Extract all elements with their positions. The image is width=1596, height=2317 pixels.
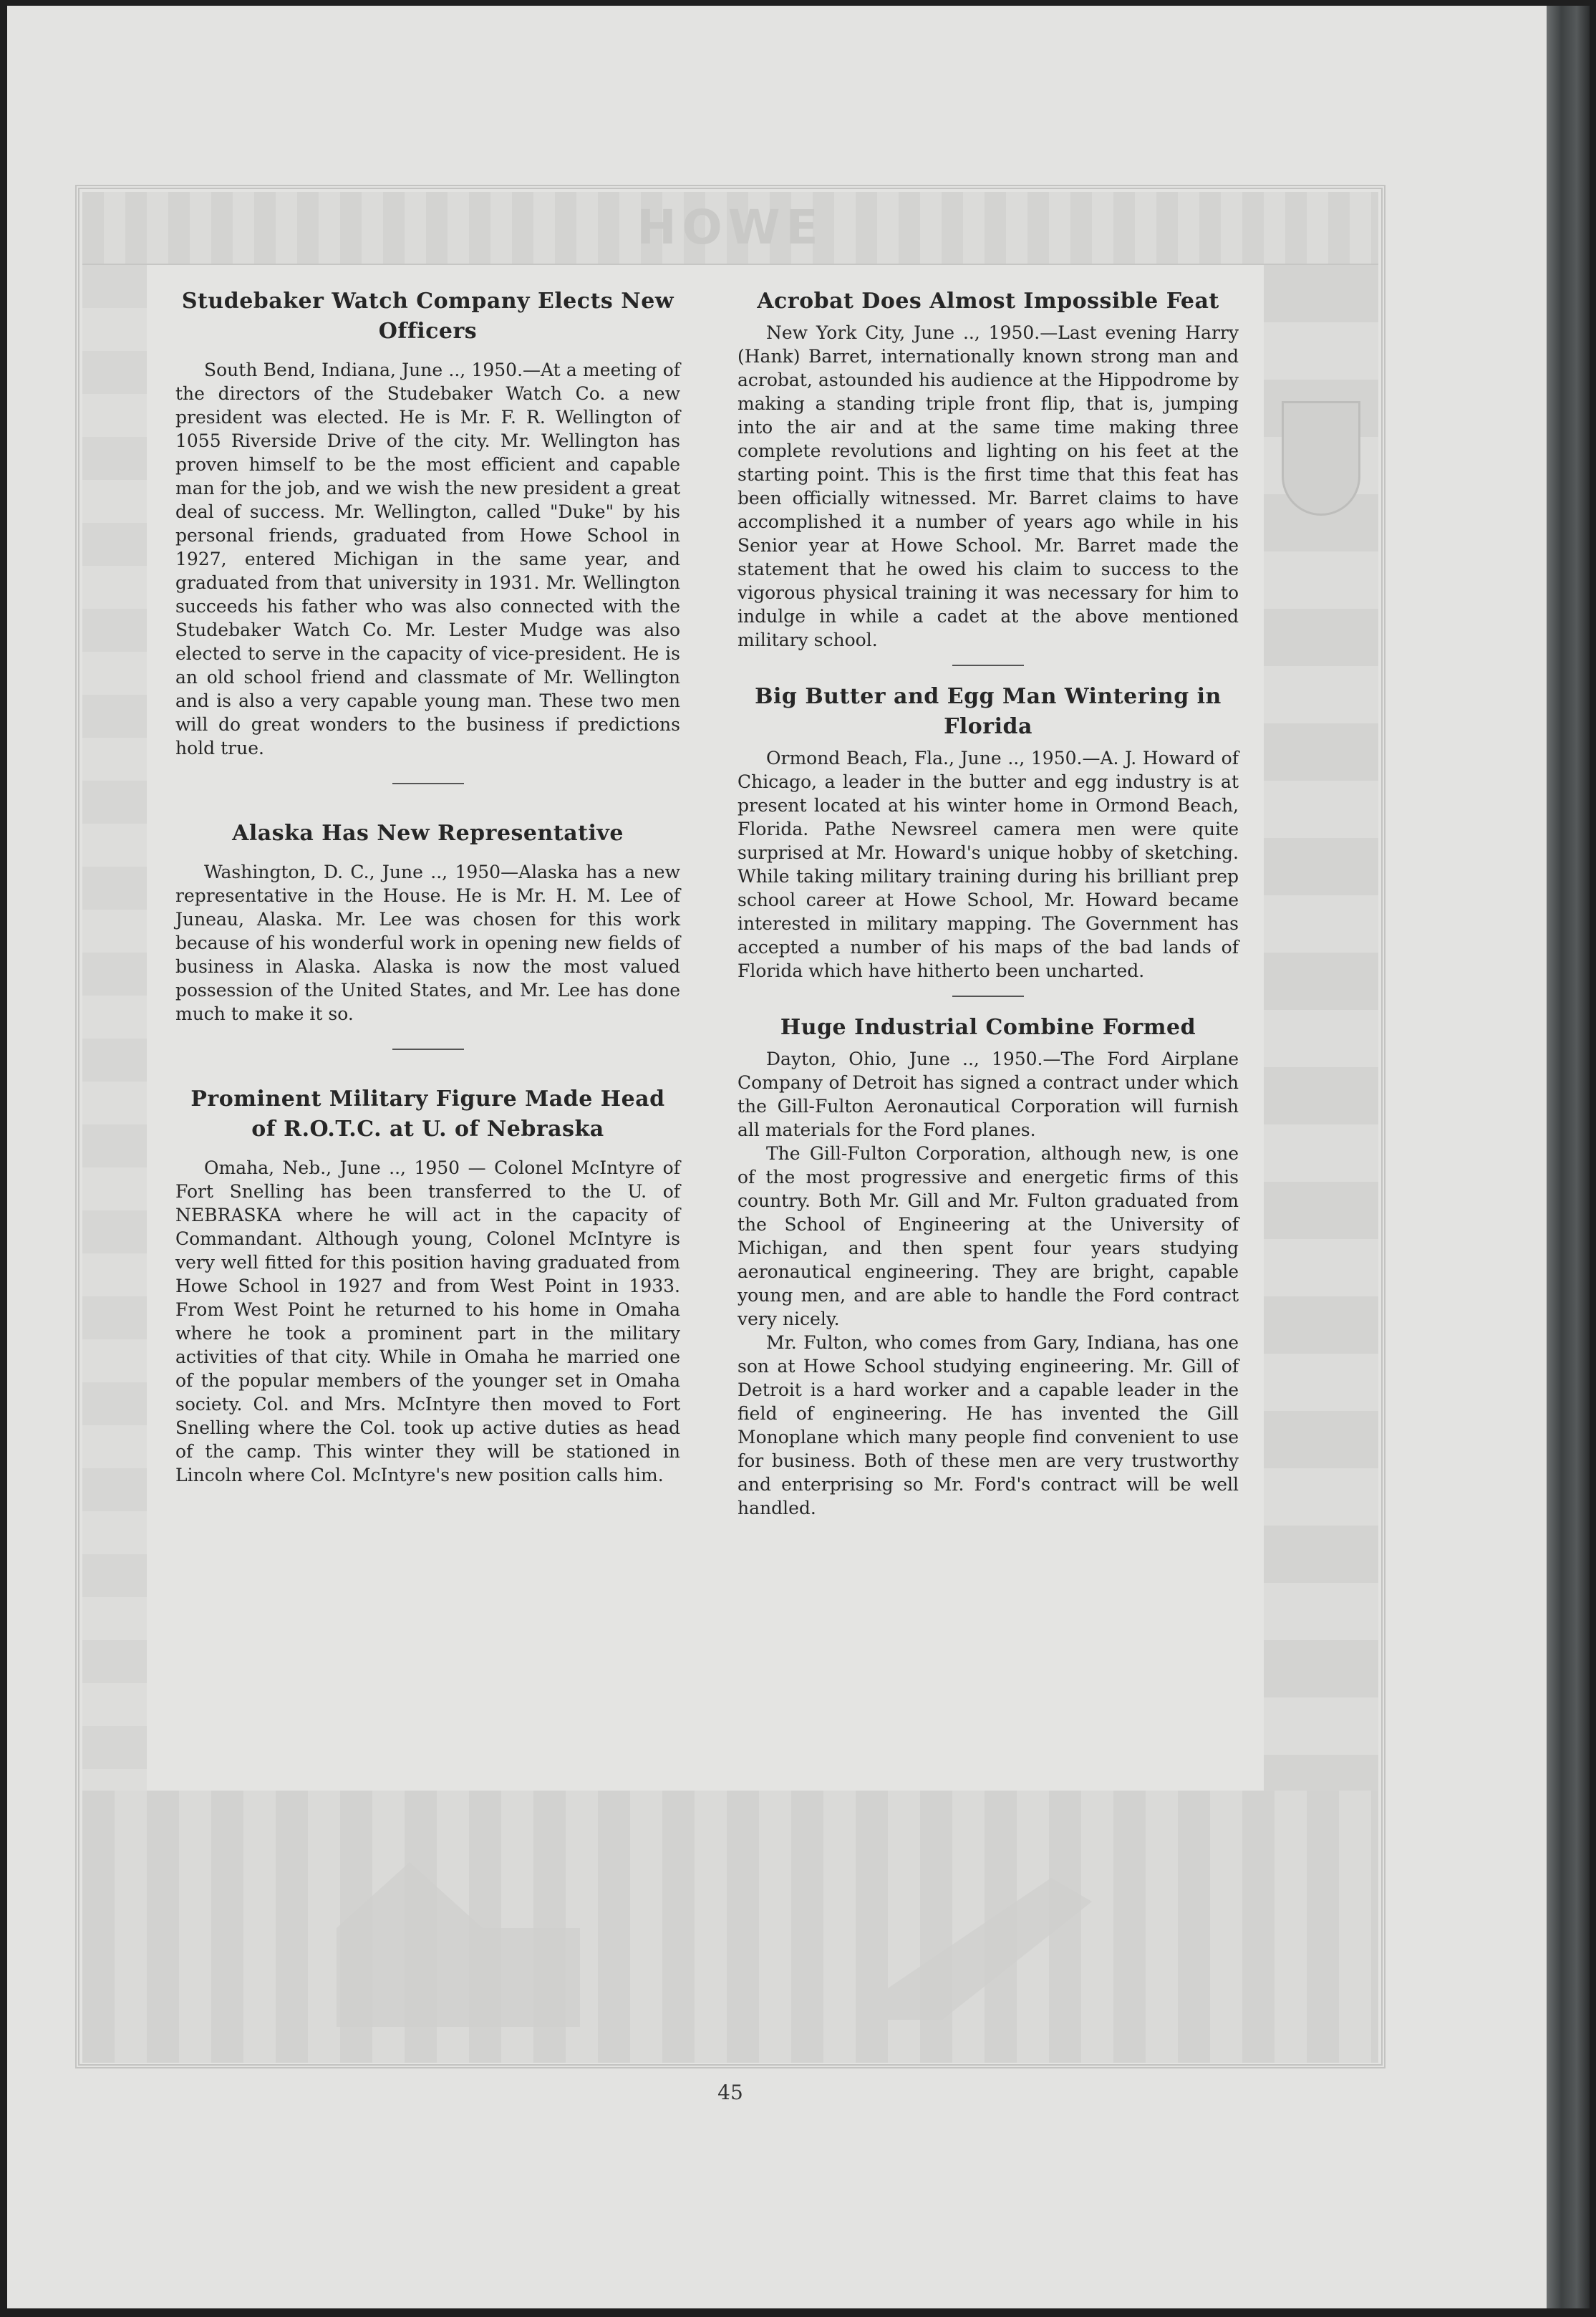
article-body: Ormond Beach, Fla., June .., 1950.—A. J. Howard of Chicago, a leader in the butter and egg industry is at present located at his winter home in Ormond Beach, Florida. Pathe Newsreel camera men were quite surprised at Mr. Howard's unique hobby of sketching. While taking military training during his brilliant prep school career at Howe School, Mr. Howard became interested in military mapping. The Government has accepted a number of his maps of the bad lands of Florida which have hitherto been uncharted.	[737, 748, 1239, 981]
right-column	[737, 286, 1239, 1520]
article-body: Dayton, Ohio, June .., 1950.—The Ford Airplane Company of Detroit has signed a contract under which the Gill-Fulton Aeronautical Corporation will furnish all materials for the Ford planes.	[737, 1049, 1239, 1140]
article-body: New York City, June .., 1950.—Last evening Harry (Hank) Barret, internationally known strong man and acrobat, astounded his audience at the Hippodrome by making a standing triple front flip, that is, jumping into the air and at the same time making three complete revolutions and lighting on his feet at the starting point. This is the first time that this feat has been officially witnessed. Mr. Barret claims to have accomplished it a number of years ago while in his Senior year at Howe School. Mr. Barret made the statement that he owed his claim to success to the vigorous physical training it was necessary for him to indulge in while a cadet at the above mentioned military school.	[737, 322, 1239, 650]
article-headline: Acrobat Does Almost Impossible Feat	[757, 289, 1219, 314]
article-body: The Gill-Fulton Corporation, although new, is one of the most progressive and energetic firms of this country. Both Mr. Gill and Mr. Fulton graduated from the School of Engineering at the University of Michigan, and then spent four years studying aeronautical engineering. They are bright, capable young men, and are able to handle the Ford contract very nicely.	[737, 1143, 1239, 1329]
article-butter-egg	[737, 682, 1239, 983]
article-divider	[952, 996, 1024, 997]
article-divider	[392, 1049, 464, 1050]
article-studebaker	[175, 286, 680, 760]
crest-icon	[1282, 401, 1360, 516]
article-headline: Alaska Has New Representative	[232, 821, 624, 846]
article-headline: Huge Industrial Combine Formed	[780, 1015, 1196, 1040]
book-binding-edge	[1547, 6, 1590, 2308]
article-headline: Studebaker Watch Company Elects New Officers	[181, 289, 674, 344]
page-number: 45	[717, 2081, 743, 2104]
article-divider	[392, 783, 464, 784]
article-alaska	[175, 819, 680, 1026]
article-industrial	[737, 1013, 1239, 1520]
article-body: Omaha, Neb., June .., 1950 — Colonel McIntyre of Fort Snelling has been transferred to the U. of NEBRASKA where he will act in the capacity of Commandant. Although young, Colonel McIntyre is very well fitted for this position having graduated from Howe School in 1927 and from West Point in 1933. From West Point he returned to his home in Omaha where he took a prominent part in the military activities of that city. While in Omaha he married one of the popular members of the younger set in Omaha society. Col. and Mrs. McIntyre then moved to Fort Snelling where the Col. took up active duties as head of the camp. This winter they will be stationed in Lincoln where Col. McIntyre's new position calls him.	[175, 1157, 680, 1485]
article-headline: Big Butter and Egg Man Wintering in Florida	[755, 684, 1222, 739]
article-acrobat	[737, 286, 1239, 652]
article-headline: Prominent Military Figure Made Head of R.O.T.C. at U. of Nebraska	[190, 1087, 665, 1142]
article-body: Washington, D. C., June .., 1950—Alaska has a new representative in the House. He is Mr. H. M. Lee of Juneau, Alaska. Mr. Lee was chosen for this work because of his wonderful work in opening new fields of business in Alaska. Alaska is now the most valued possession of the United States, and Mr. Lee has done much to make it so.	[175, 862, 680, 1024]
article-divider	[952, 665, 1024, 666]
article-body: South Bend, Indiana, June .., 1950.—At a meeting of the directors of the Studebaker Watch Co. a new president was elected. He is Mr. F. R. Wellington of 1055 Riverside Drive of the city. Mr. Wellington has proven himself to be the most efficient and capable man for the job, and we wish the new president a great deal of success. Mr. Wellington, called "Duke" by his personal friends, graduated from Howe School in 1927, entered Michigan in the same year, and graduated from that university in 1931. Mr. Wellington succeeds his father who was also connected with the Studebaker Watch Co. Mr. Lester Mudge was also elected to serve in the capacity of vice-president. He is an old school friend and classmate of Mr. Wellington and is also a very capable young man. These two men will do great wonders to the business if predictions hold true.	[175, 360, 680, 758]
left-column	[175, 286, 680, 1487]
article-body: Mr. Fulton, who comes from Gary, Indiana, has one son at Howe School studying engineering. Mr. Gill of Detroit is a hard worker and a capable leader in the field of engineering. He has invented the Gill Monoplane which many people find convenient to use for business. Both of these men are very trustworthy and enterprising so Mr. Ford's contract will be well handled.	[737, 1332, 1239, 1518]
header-howe-label: HOWE	[637, 200, 824, 255]
article-military	[175, 1084, 680, 1487]
